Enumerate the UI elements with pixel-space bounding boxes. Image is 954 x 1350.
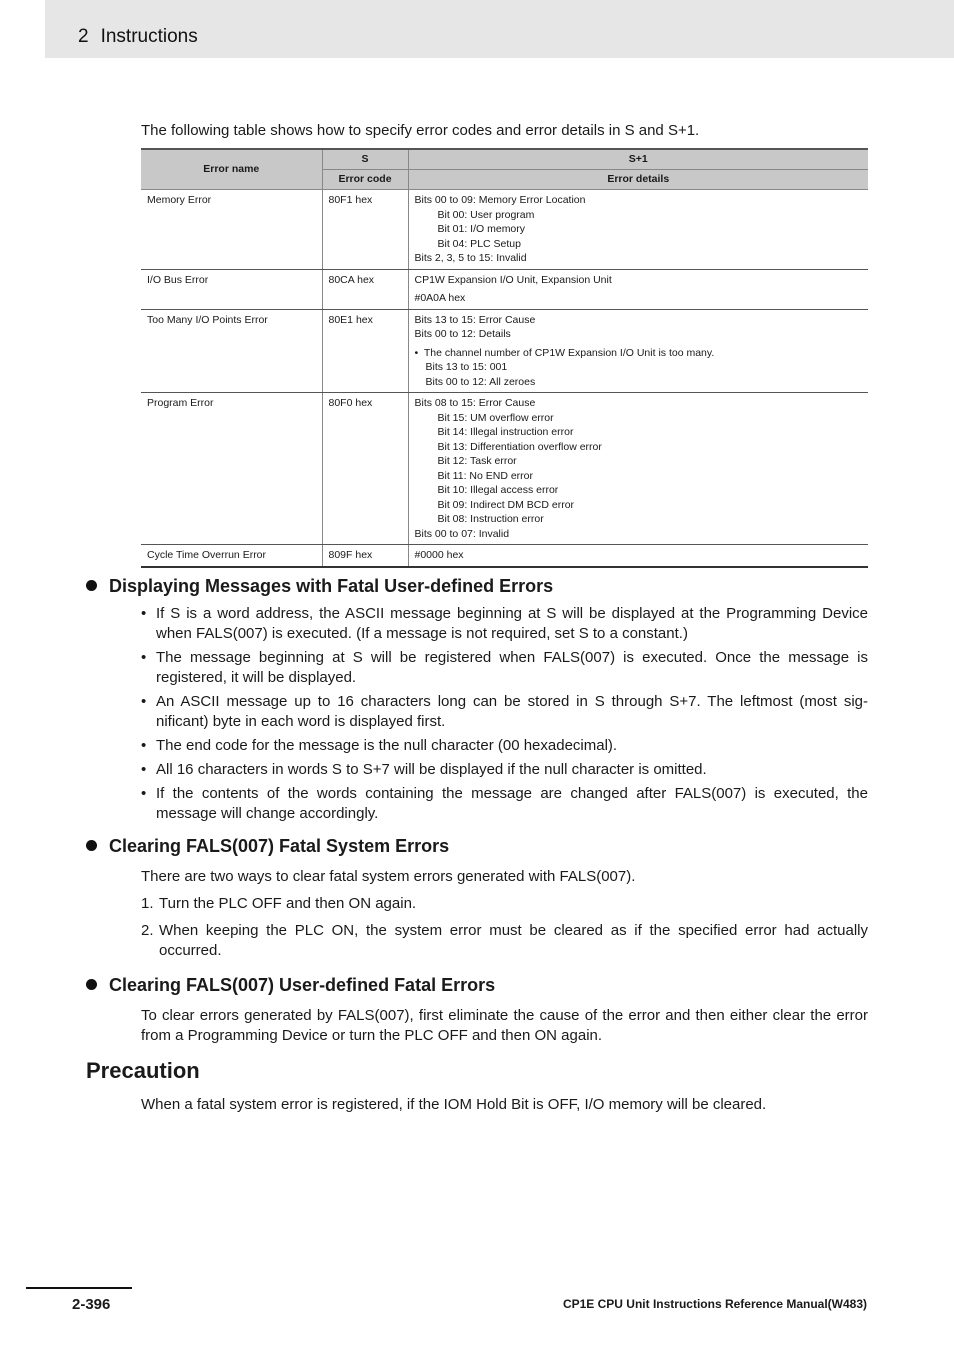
header-s: S bbox=[322, 149, 408, 170]
intro-text: The following table shows how to specify error codes and error details in S and S+1. bbox=[141, 122, 700, 139]
error-code-table bbox=[141, 148, 868, 568]
cell-error-details: #0000 hex bbox=[408, 545, 868, 567]
bullet-dot-icon bbox=[86, 840, 97, 851]
detail-line: Bit 10: Illegal access error bbox=[437, 484, 559, 496]
list-item bbox=[141, 894, 868, 914]
detail-line: Bit 14: Illegal instruction error bbox=[437, 426, 574, 438]
bullet-icon: • bbox=[141, 761, 147, 778]
section-heading-clear-system-errors bbox=[86, 836, 449, 857]
cell-error-code: 80F0 hex bbox=[322, 393, 408, 545]
section-heading-display-messages bbox=[86, 576, 553, 597]
list-item bbox=[141, 760, 868, 780]
list-number: 2. bbox=[141, 922, 154, 939]
cell-error-code: 80E1 hex bbox=[322, 309, 408, 393]
detail-line: Bit 13: Differentiation overflow error bbox=[437, 440, 602, 453]
cell-error-name: Cycle Time Overrun Error bbox=[141, 545, 322, 567]
section-paragraph: To clear errors generated by FALS(007), first eliminate the cause of the error and then either clear the error from a Programming Device or turn the PLC OFF and then ON again. bbox=[141, 1007, 868, 1044]
page-number: 2-396 bbox=[72, 1296, 111, 1313]
cell-error-details bbox=[408, 393, 868, 545]
footer-rule bbox=[26, 1287, 132, 1289]
bullet-icon: • bbox=[141, 785, 147, 802]
bullet-icon: • bbox=[141, 649, 147, 666]
list-item bbox=[141, 736, 868, 756]
numbered-list bbox=[141, 894, 868, 968]
cell-error-details bbox=[408, 190, 868, 270]
cell-error-code: 809F hex bbox=[322, 545, 408, 567]
detail-line: Bits 00 to 12: Details bbox=[414, 328, 511, 340]
detail-line: Bits 00 to 12: All zeroes bbox=[425, 375, 536, 388]
detail-line: Bits 2, 3, 5 to 15: Invalid bbox=[414, 252, 527, 264]
detail-bullet-text: The channel number of CP1W Expansion I/O Unit is too many. bbox=[423, 346, 715, 359]
detail-bullet: • The channel number of CP1W Expansion I/O Unit is too many. bbox=[414, 346, 715, 359]
list-item bbox=[141, 648, 868, 688]
detail-line: Bit 08: Instruction error bbox=[437, 513, 544, 525]
list-item-text: All 16 characters in words S to S+7 will be displayed if the null character is omitted. bbox=[156, 761, 707, 778]
list-item bbox=[141, 784, 868, 824]
bullet-dot-icon bbox=[86, 979, 97, 990]
cell-error-code: 80CA hex bbox=[322, 269, 408, 309]
section-number: 2 bbox=[78, 26, 89, 47]
bullet-dot-icon bbox=[86, 580, 97, 591]
list-item-text: Turn the PLC OFF and then ON again. bbox=[159, 895, 417, 912]
list-number: 1. bbox=[141, 895, 154, 912]
detail-line: Bit 15: UM overflow error bbox=[437, 411, 554, 424]
section-heading-text: Clearing FALS(007) User-defined Fatal Errors bbox=[109, 975, 496, 995]
detail-line: Bit 12: Task error bbox=[437, 455, 517, 467]
precaution-title: Precaution bbox=[86, 1058, 200, 1083]
precaution-text: When a fatal system error is registered, if the IOM Hold Bit is OFF, I/O memory will be cleared. bbox=[141, 1096, 767, 1113]
table-row bbox=[141, 545, 868, 567]
header-error-code: Error code bbox=[322, 170, 408, 190]
detail-line: Bit 09: Indirect DM BCD error bbox=[437, 498, 575, 511]
detail-line: Bit 11: No END error bbox=[437, 469, 533, 482]
cell-error-name: Memory Error bbox=[141, 190, 322, 270]
section-header bbox=[78, 26, 198, 48]
list-item-text: If S is a word address, the ASCII message beginning at S will be displayed at the Programming Device when FALS(007) is executed. (If a message is not required, set S to a constant.) bbox=[156, 605, 868, 642]
detail-line: Bit 01: I/O memory bbox=[437, 223, 526, 235]
detail-line: Bits 00 to 07: Invalid bbox=[414, 527, 510, 540]
list-item-text: The message beginning at S will be registered when FALS(007) is executed. Once the message is registered, it will be displayed. bbox=[156, 649, 868, 686]
detail-line: Bits 13 to 15: Error Cause bbox=[414, 313, 536, 326]
manual-title: CP1E CPU Unit Instructions Reference Manual(W483) bbox=[562, 1297, 867, 1311]
list-item-text: The end code for the message is the null character (00 hexadecimal). bbox=[156, 737, 618, 754]
cell-error-code: 80F1 hex bbox=[322, 190, 408, 270]
table-row bbox=[141, 393, 868, 545]
bullet-icon: • bbox=[141, 605, 147, 622]
bullet-icon: • bbox=[141, 737, 147, 754]
section-heading-clear-user-errors bbox=[86, 975, 495, 996]
detail-line: Bits 00 to 09: Memory Error Location bbox=[414, 194, 586, 206]
detail-line: CP1W Expansion I/O Unit, Expansion Unit bbox=[414, 273, 612, 286]
table-row bbox=[141, 269, 868, 309]
section-heading-text: Clearing FALS(007) Fatal System Errors bbox=[109, 836, 450, 856]
cell-error-name: Too Many I/O Points Error bbox=[141, 309, 322, 393]
list-item bbox=[141, 692, 868, 732]
section-paragraph: There are two ways to clear fatal system errors generated with FALS(007). bbox=[141, 868, 636, 885]
list-item-text: If the contents of the words containing the message are changed after FALS(007) is executed, the message will change accordingly. bbox=[156, 785, 868, 822]
list-item-text: An ASCII message up to 16 characters long can be stored in S through S+7. The leftmost (most sig-nificant) byte in each word is displayed first. bbox=[156, 693, 868, 730]
cell-error-name: I/O Bus Error bbox=[141, 269, 322, 309]
table-row bbox=[141, 190, 868, 270]
detail-line: #0A0A hex bbox=[414, 292, 466, 304]
section-title: Instructions bbox=[100, 26, 198, 47]
list-item-text: When keeping the PLC ON, the system error must be cleared as if the specified error had actually occurred. bbox=[159, 922, 868, 959]
detail-line: Bits 13 to 15: 001 bbox=[425, 361, 508, 373]
detail-line: Bits 08 to 15: Error Cause bbox=[414, 397, 536, 409]
detail-line: Bit 04: PLC Setup bbox=[437, 237, 521, 250]
bullet-list bbox=[141, 604, 868, 828]
table-row bbox=[141, 309, 868, 393]
header-error-name: Error name bbox=[141, 149, 322, 190]
cell-error-name: Program Error bbox=[141, 393, 322, 545]
bullet-icon: • bbox=[141, 693, 147, 710]
list-item bbox=[141, 921, 868, 961]
section-heading-text: Displaying Messages with Fatal User-defined Errors bbox=[109, 576, 554, 596]
header-s1: S+1 bbox=[408, 149, 868, 170]
cell-error-details bbox=[408, 309, 868, 393]
cell-error-details bbox=[408, 269, 868, 309]
header-error-details: Error details bbox=[408, 170, 868, 190]
detail-line: Bit 00: User program bbox=[437, 208, 535, 221]
list-item bbox=[141, 604, 868, 644]
